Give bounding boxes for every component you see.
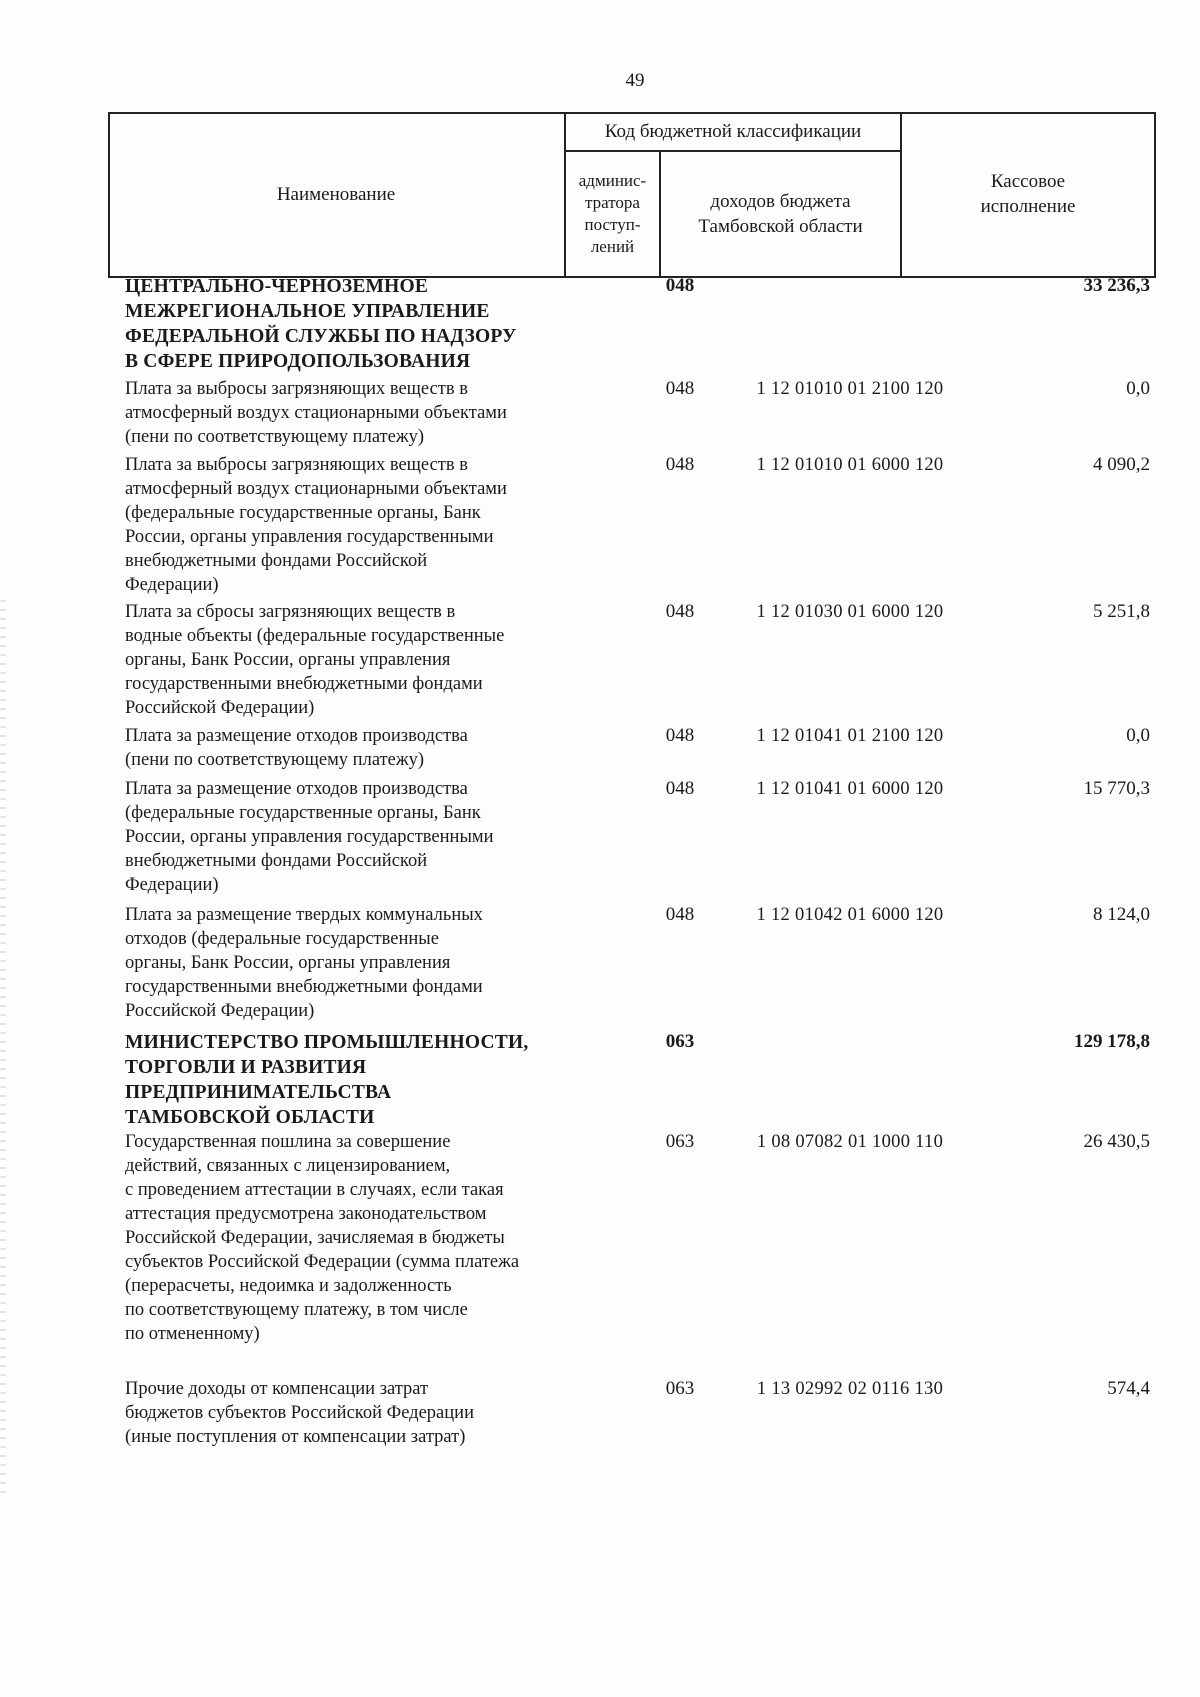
row-name: Государственная пошлина за совершение действий, связанных с лицензированием, с проведением аттестации в случаях, если такая аттестация предусмотрена законодательством Российской Федерации, зачисляемая в бюджеты субъектов Российской Федерации (сумма платежа (перерасчеты, недоимка и задолженность по соответствующему платежу, в том числе по отмененному)	[125, 1132, 520, 1344]
row-amount: 0,0	[1126, 378, 1150, 399]
row-name: МИНИСТЕРСТВО ПРОМЫШЛЕННОСТИ, ТОРГОВЛИ И РАЗВИТИЯ ПРЕДПРИНИМАТЕЛЬСТВА ТАМБОВСКОЙ ОБЛАСТИ	[125, 1032, 529, 1128]
row-name: Плата за размещение отходов производства (федеральные государственные органы, Банк России, органы управления государственными внебюджетными фондами Российской Федерации)	[125, 779, 494, 895]
row-name: Плата за выбросы загрязняющих веществ в атмосферный воздух стационарными объектами (федеральные государственные органы, Банк России, органы управления государственными внебюджетными фондами Российской Федерации)	[125, 455, 507, 595]
header-budget-code: Код бюджетной классификации	[604, 120, 862, 142]
row-admin-code: 048	[665, 601, 695, 622]
row-admin-code: 048	[665, 454, 695, 475]
row-amount: 4 090,2	[1093, 454, 1150, 475]
header-revenue: доходов бюджета Тамбовской области	[698, 191, 863, 237]
row-budget-code: 1 12 01030 01 6000 120	[756, 602, 944, 622]
header-right-border	[1154, 112, 1156, 278]
row-admin-code: 063	[665, 1378, 695, 1399]
row-admin-code: 063	[665, 1031, 695, 1052]
header-name: Наименование	[276, 183, 396, 205]
row-budget-code: 1 12 01010 01 2100 120	[756, 379, 944, 399]
row-admin-code: 048	[665, 725, 695, 746]
row-name: Прочие доходы от компенсации затрат бюджетов субъектов Российской Федерации (иные поступления от компенсации затрат)	[125, 1379, 474, 1447]
row-name: Плата за размещение отходов производства (пени по соответствующему платежу)	[125, 726, 468, 770]
row-amount: 574,4	[1107, 1378, 1150, 1399]
table-header	[108, 112, 1156, 278]
row-name: Плата за сбросы загрязняющих веществ в водные объекты (федеральные государственные органы, Банк России, органы управления государственными внебюджетными фондами Российской Федерации)	[125, 602, 505, 718]
header-administrator: админис- тратора поступ- лений	[578, 171, 647, 256]
row-admin-code: 048	[665, 378, 695, 399]
row-admin-code: 048	[665, 275, 695, 296]
header-execution: Кассовое исполнение	[980, 171, 1076, 217]
row-budget-code: 1 12 01010 01 6000 120	[756, 455, 944, 475]
row-budget-code: 1 12 01042 01 6000 120	[756, 905, 944, 925]
row-amount: 5 251,8	[1093, 601, 1150, 622]
row-budget-code: 1 12 01041 01 6000 120	[756, 779, 944, 799]
row-budget-code: 1 08 07082 01 1000 110	[756, 1132, 944, 1152]
row-admin-code: 048	[665, 904, 695, 925]
row-budget-code: 1 12 01041 01 2100 120	[756, 726, 944, 746]
row-name: Плата за размещение твердых коммунальных отходов (федеральные государственные органы, Банк России, органы управления государственными внебюджетными фондами Российской Федерации)	[125, 905, 483, 1021]
row-amount: 15 770,3	[1083, 778, 1150, 799]
row-amount: 8 124,0	[1093, 904, 1150, 925]
row-amount: 0,0	[1126, 725, 1150, 746]
row-budget-code: 1 13 02992 02 0116 130	[756, 1379, 944, 1399]
row-amount: 129 178,8	[1074, 1031, 1150, 1052]
row-admin-code: 063	[665, 1131, 695, 1152]
row-name: ЦЕНТРАЛЬНО-ЧЕРНОЗЕМНОЕ МЕЖРЕГИОНАЛЬНОЕ УПРАВЛЕНИЕ ФЕДЕРАЛЬНОЙ СЛУЖБЫ ПО НАДЗОРУ В СФЕРЕ ПРИРОДОПОЛЬЗОВАНИЯ	[125, 276, 517, 372]
row-amount: 26 430,5	[1083, 1131, 1150, 1152]
row-admin-code: 048	[665, 778, 695, 799]
row-name: Плата за выбросы загрязняющих веществ в атмосферный воздух стационарными объектами (пени по соответствующему платежу)	[125, 379, 507, 447]
row-amount: 33 236,3	[1083, 275, 1150, 296]
scan-edge-artifact	[0, 600, 6, 1500]
page-number: 49	[625, 70, 645, 91]
